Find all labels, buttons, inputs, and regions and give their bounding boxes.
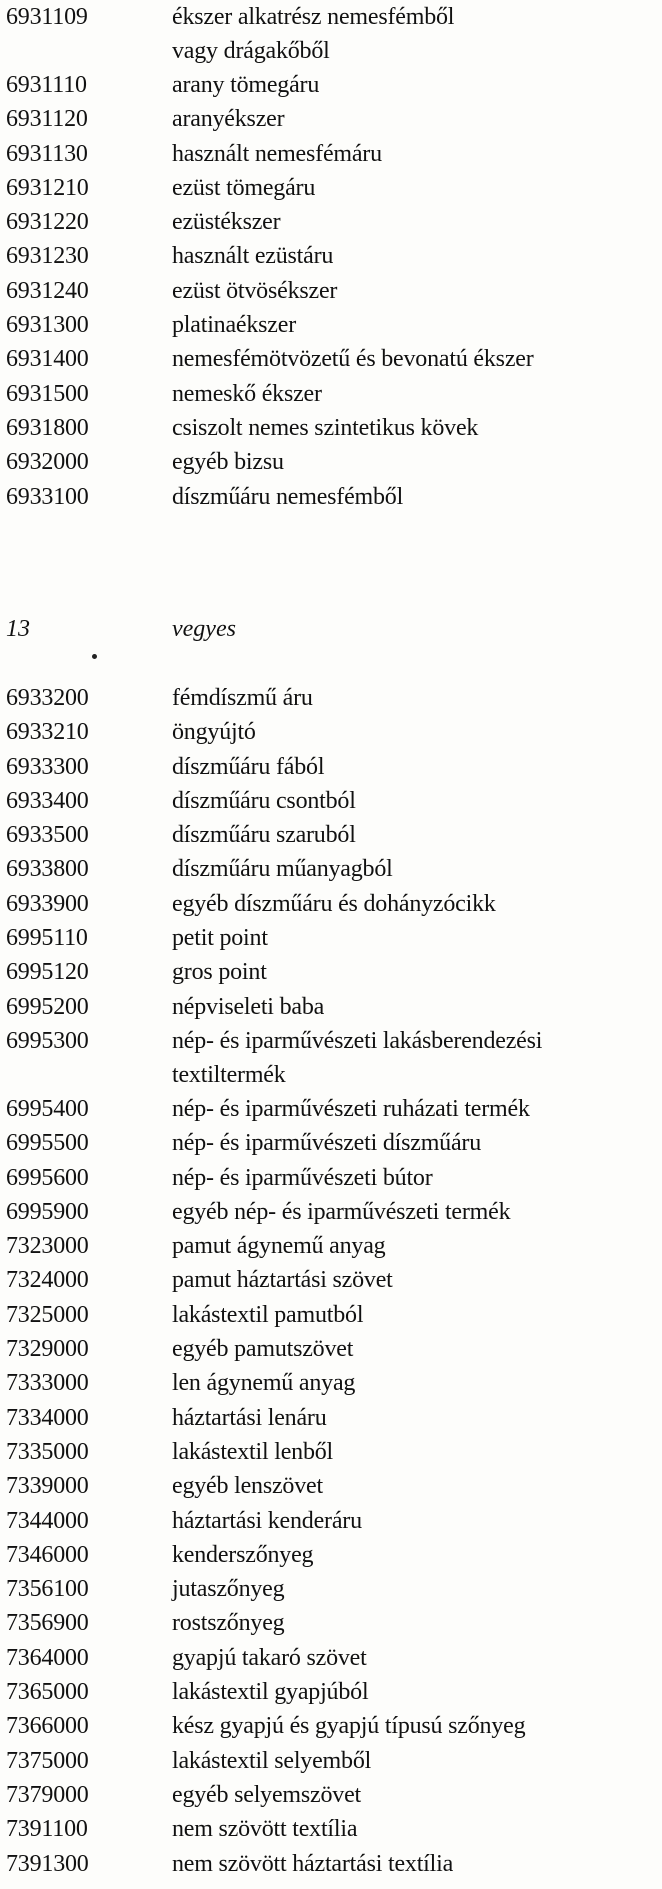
code-row	[0, 1195, 662, 1229]
description-line: egyéb pamutszövet	[172, 1336, 354, 1363]
item-code: 6931110	[6, 72, 87, 98]
code-row	[0, 68, 662, 102]
item-description	[172, 818, 662, 852]
code-row	[0, 1504, 662, 1538]
item-description	[172, 1675, 662, 1709]
code-row	[0, 102, 662, 136]
description-line: kenderszőnyeg	[172, 1541, 314, 1568]
description-line: egyéb díszműáru és dohányzócikk	[172, 890, 496, 917]
item-description	[172, 852, 662, 886]
code-row	[0, 342, 662, 376]
item-description	[172, 1435, 662, 1469]
code-row	[0, 0, 662, 68]
item-description	[172, 274, 662, 308]
item-code: 6933800	[6, 856, 89, 883]
code-row	[0, 887, 662, 921]
description-line: rostszőnyeg	[172, 1610, 285, 1637]
item-code: 6933210	[6, 719, 89, 746]
item-code: 6931220	[6, 209, 89, 236]
item-code: 6933100	[6, 483, 89, 510]
item-description	[172, 750, 662, 784]
item-code: 6933400	[6, 787, 89, 814]
code-row	[0, 1024, 662, 1092]
item-description	[172, 171, 662, 205]
item-description	[172, 784, 662, 818]
item-code: 6931800	[6, 414, 89, 441]
description-line: gros point	[172, 959, 267, 986]
description-line: nép- és iparművészeti ruházati termék	[172, 1095, 530, 1122]
item-code: 7325000	[6, 1301, 89, 1328]
code-row	[0, 990, 662, 1024]
item-description	[172, 1538, 662, 1572]
item-description	[172, 990, 662, 1024]
item-code: 6995500	[6, 1130, 89, 1157]
description-line: lakástextil gyapjúból	[172, 1679, 369, 1706]
item-description	[172, 1847, 662, 1881]
code-row	[0, 1229, 662, 1263]
item-code: 7324000	[6, 1267, 89, 1294]
item-description	[172, 955, 662, 989]
description-line: díszműáru műanyagból	[172, 856, 393, 883]
item-code: 7346000	[6, 1541, 89, 1568]
item-code: 6995120	[6, 959, 89, 986]
item-code: 7366000	[6, 1713, 89, 1740]
code-row	[0, 274, 662, 308]
code-row	[0, 1298, 662, 1332]
description-line: nemeskő ékszer	[172, 380, 322, 407]
category-code: 13	[6, 616, 30, 642]
code-row	[0, 480, 662, 514]
description-line: díszműáru fából	[172, 753, 325, 780]
description-line: platinaékszer	[172, 312, 296, 339]
code-row	[0, 171, 662, 205]
item-code: 7334000	[6, 1404, 89, 1431]
item-description	[172, 239, 662, 273]
item-description	[172, 1469, 662, 1503]
description-line: csiszolt nemes szintetikus kövek	[172, 414, 479, 441]
description-line: nem szövött háztartási textília	[172, 1850, 454, 1877]
code-list-section-1	[0, 0, 662, 514]
code-row	[0, 1606, 662, 1640]
description-line: lakástextil pamutból	[172, 1301, 364, 1328]
item-code: 7356100	[6, 1576, 89, 1603]
code-row	[0, 411, 662, 445]
description-line: háztartási kenderáru	[172, 1507, 362, 1534]
item-description	[172, 1641, 662, 1675]
code-row	[0, 1332, 662, 1366]
description-line: nép- és iparművészeti díszműáru	[172, 1130, 482, 1157]
description-line: nem szövött textília	[172, 1816, 358, 1843]
item-code: 6931300	[6, 312, 89, 339]
description-line: pamut háztartási szövet	[172, 1267, 393, 1294]
code-row	[0, 1675, 662, 1709]
code-row	[0, 784, 662, 818]
item-description	[172, 102, 662, 136]
category-row	[0, 612, 662, 646]
item-description	[172, 921, 662, 955]
description-line: arany tömegáru	[172, 72, 320, 98]
item-code: 7329000	[6, 1336, 89, 1363]
code-row	[0, 377, 662, 411]
item-code: 7339000	[6, 1473, 89, 1500]
item-code: 6931230	[6, 243, 89, 270]
item-description	[172, 137, 662, 171]
item-description	[172, 715, 662, 749]
code-row	[0, 308, 662, 342]
description-line: egyéb nép- és iparművészeti termék	[172, 1198, 511, 1225]
code-row	[0, 1263, 662, 1297]
code-row	[0, 1435, 662, 1469]
category-label: vegyes	[172, 616, 236, 642]
item-description	[172, 1092, 662, 1126]
item-description	[172, 1572, 662, 1606]
description-line: nemesfémötvözetű és bevonatú ékszer	[172, 346, 534, 373]
description-line: vagy drágakőből	[172, 38, 330, 64]
code-row	[0, 1126, 662, 1160]
item-code: 7344000	[6, 1507, 89, 1534]
description-line: kész gyapjú és gyapjú típusú szőnyeg	[172, 1713, 526, 1740]
description-line: használt ezüstáru	[172, 243, 334, 270]
item-description	[172, 1024, 662, 1092]
item-description	[172, 411, 662, 445]
code-row	[0, 852, 662, 886]
description-line: textiltermék	[172, 1061, 286, 1088]
description-line: aranyékszer	[172, 106, 285, 133]
code-row	[0, 1778, 662, 1812]
item-description	[172, 681, 662, 715]
code-row	[0, 1092, 662, 1126]
item-description	[172, 1812, 662, 1846]
code-row	[0, 1847, 662, 1881]
description-line: nép- és iparművészeti bútor	[172, 1164, 433, 1191]
bullet-dot	[92, 654, 97, 659]
item-description	[172, 205, 662, 239]
item-code: 7323000	[6, 1233, 89, 1260]
item-code: 6995110	[6, 925, 88, 952]
description-line: gyapjú takaró szövet	[172, 1644, 367, 1671]
item-code: 6933500	[6, 822, 89, 849]
item-description	[172, 1298, 662, 1332]
code-row	[0, 1812, 662, 1846]
item-code: 7365000	[6, 1679, 89, 1706]
item-code: 7364000	[6, 1644, 89, 1671]
item-description	[172, 1332, 662, 1366]
description-line: lakástextil lenből	[172, 1438, 334, 1465]
item-description	[172, 887, 662, 921]
item-code: 7375000	[6, 1747, 89, 1774]
description-line: díszműáru szaruból	[172, 822, 356, 849]
item-description	[172, 1401, 662, 1435]
code-row	[0, 1538, 662, 1572]
item-code: 6995200	[6, 993, 89, 1020]
description-line: petit point	[172, 925, 268, 952]
code-row	[0, 205, 662, 239]
code-row	[0, 1572, 662, 1606]
description-line: jutaszőnyeg	[172, 1576, 285, 1603]
code-row	[0, 1744, 662, 1778]
item-code: 6995900	[6, 1198, 89, 1225]
description-line: ezüst ötvösékszer	[172, 277, 338, 304]
code-row	[0, 921, 662, 955]
code-row	[0, 1161, 662, 1195]
description-line: pamut ágynemű anyag	[172, 1233, 386, 1260]
item-code: 6995600	[6, 1164, 89, 1191]
item-code: 6995300	[6, 1027, 89, 1054]
description-line: használt nemesfémáru	[172, 140, 382, 167]
item-code: 6933200	[6, 685, 89, 711]
item-code: 7335000	[6, 1438, 89, 1465]
item-code: 6931500	[6, 380, 89, 407]
item-description	[172, 68, 662, 102]
description-line: lakástextil selyemből	[172, 1747, 372, 1774]
description-line: háztartási lenáru	[172, 1404, 327, 1431]
item-description	[172, 0, 662, 68]
item-code: 6931240	[6, 277, 89, 304]
item-code: 6931210	[6, 174, 89, 201]
description-line: díszműáru nemesfémből	[172, 483, 404, 510]
item-description	[172, 1126, 662, 1160]
description-line: fémdíszmű áru	[172, 685, 313, 711]
description-line: ékszer alkatrész nemesfémből	[172, 4, 455, 30]
item-description	[172, 308, 662, 342]
description-line: díszműáru csontból	[172, 787, 356, 814]
code-row	[0, 955, 662, 989]
description-line: ezüstékszer	[172, 209, 281, 236]
code-row	[0, 750, 662, 784]
item-code: 7356900	[6, 1610, 89, 1637]
code-list-section-2	[0, 681, 662, 1881]
code-row	[0, 1709, 662, 1743]
item-description	[172, 1504, 662, 1538]
code-row	[0, 681, 662, 715]
code-row	[0, 137, 662, 171]
item-code: 6933300	[6, 753, 89, 780]
item-description	[172, 1606, 662, 1640]
item-description	[172, 1744, 662, 1778]
item-code: 6932000	[6, 449, 89, 476]
description-line: népviseleti baba	[172, 993, 325, 1020]
item-code: 6933900	[6, 890, 89, 917]
code-row	[0, 239, 662, 273]
item-description	[172, 1366, 662, 1400]
code-row	[0, 715, 662, 749]
description-line: len ágynemű anyag	[172, 1370, 356, 1397]
code-row	[0, 1469, 662, 1503]
description-line: egyéb bizsu	[172, 449, 284, 476]
code-row	[0, 1401, 662, 1435]
code-row	[0, 1366, 662, 1400]
item-description	[172, 1263, 662, 1297]
description-line: egyéb lenszövet	[172, 1473, 323, 1500]
item-code: 7379000	[6, 1781, 89, 1808]
description-line: egyéb selyemszövet	[172, 1781, 361, 1808]
item-code: 6995400	[6, 1095, 89, 1122]
item-description	[172, 445, 662, 479]
item-description	[172, 342, 662, 376]
item-code: 6931130	[6, 140, 88, 167]
item-description	[172, 1161, 662, 1195]
item-code: 6931400	[6, 346, 89, 373]
code-row	[0, 445, 662, 479]
item-code: 6931120	[6, 106, 88, 133]
code-row	[0, 818, 662, 852]
item-description	[172, 1709, 662, 1743]
item-description	[172, 480, 662, 514]
category-header	[0, 612, 662, 646]
item-description	[172, 377, 662, 411]
code-row	[0, 1641, 662, 1675]
description-line: öngyújtó	[172, 719, 256, 746]
item-code: 6931109	[6, 4, 88, 30]
description-line: ezüst tömegáru	[172, 174, 316, 201]
item-code: 7391300	[6, 1850, 89, 1877]
item-description	[172, 1778, 662, 1812]
item-description	[172, 1229, 662, 1263]
item-code: 7333000	[6, 1370, 89, 1397]
item-description	[172, 1195, 662, 1229]
description-line: nép- és iparművészeti lakásberendezési	[172, 1027, 543, 1054]
item-code: 7391100	[6, 1816, 88, 1843]
